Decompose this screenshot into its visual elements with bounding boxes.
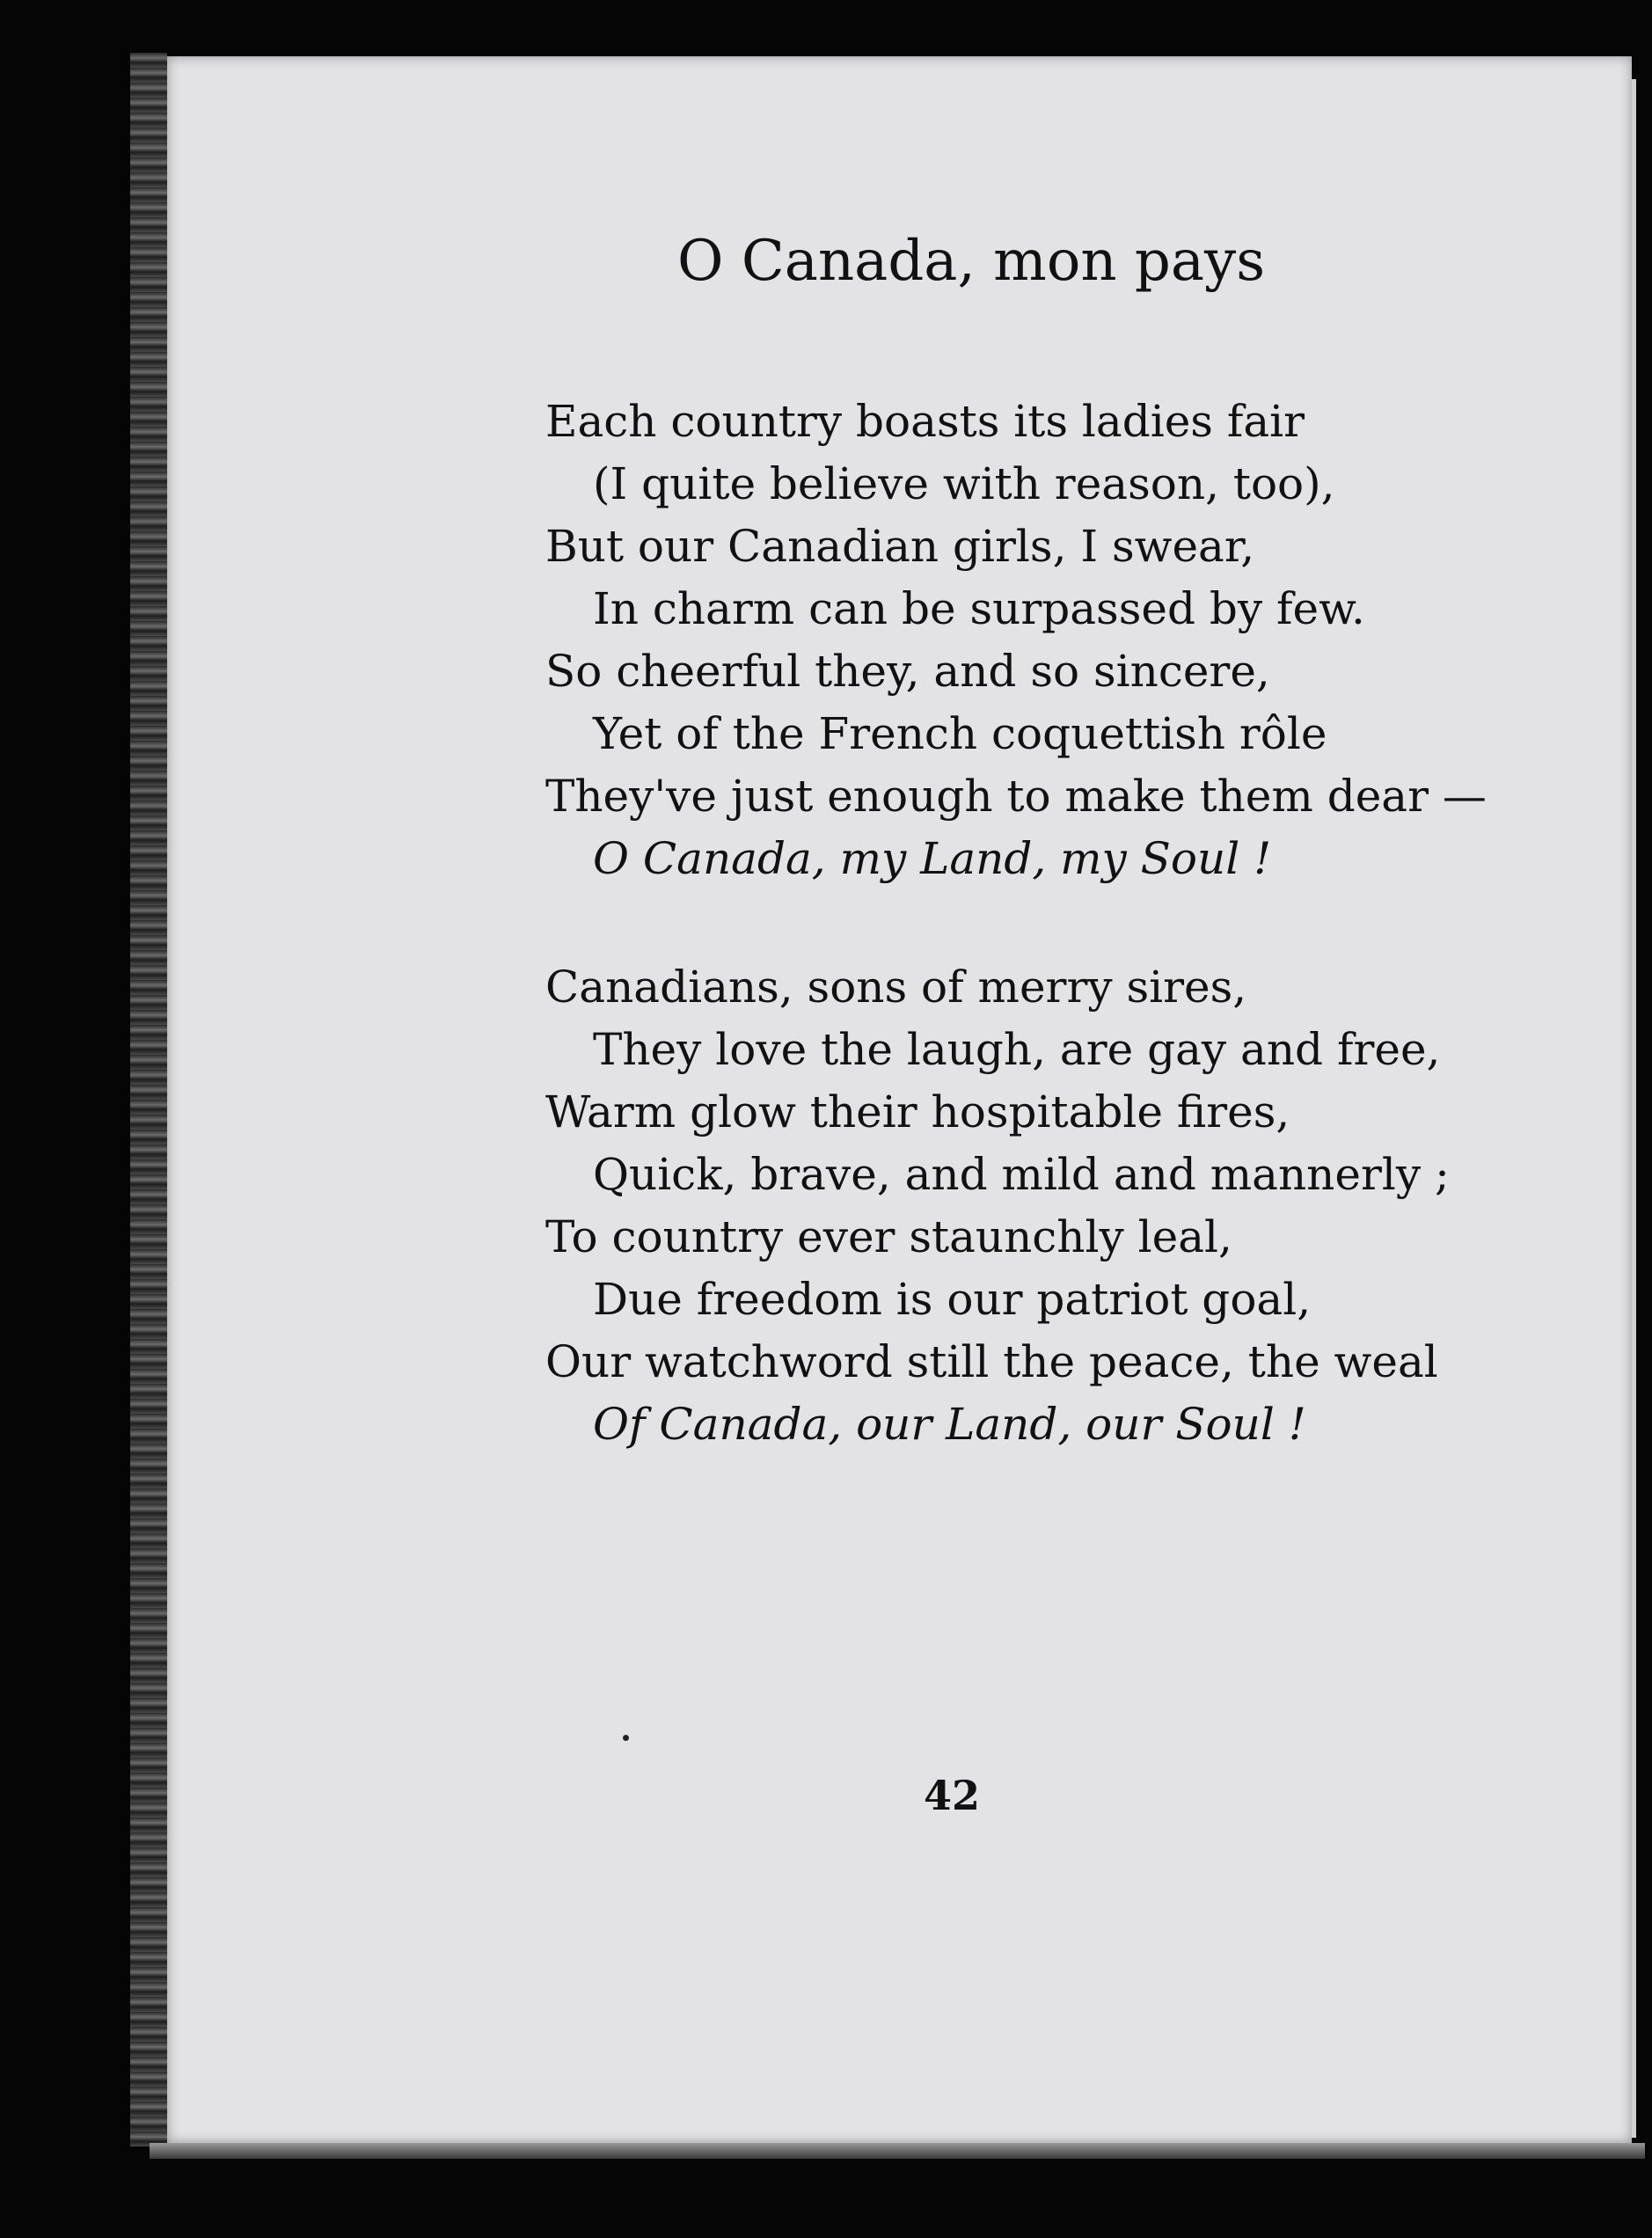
stanza-1 bbox=[545, 391, 1487, 890]
stanza-2 bbox=[545, 956, 1450, 1456]
page-edge bbox=[1632, 79, 1636, 2138]
poem-refrain: Of Canada, our Land, our Soul ! bbox=[593, 1399, 1306, 1450]
poem-line: (I quite believe with reason, too), bbox=[593, 458, 1335, 509]
poem-line: But our Canadian girls, I swear, bbox=[545, 521, 1255, 572]
poem-line: Due freedom is our patriot goal, bbox=[593, 1274, 1312, 1325]
book-page bbox=[167, 56, 1632, 2143]
poem-line: Yet of the French coquettish rôle bbox=[593, 708, 1327, 759]
page-number: 42 bbox=[924, 1772, 981, 1819]
poem-refrain: O Canada, my Land, my Soul ! bbox=[593, 833, 1272, 884]
poem-line: Canadians, sons of merry sires, bbox=[545, 962, 1247, 1013]
poem-line: Our watchword still the peace, the weal bbox=[545, 1336, 1438, 1387]
poem-line: So cheerful they, and so sincere, bbox=[545, 646, 1270, 697]
book-binding bbox=[130, 53, 167, 2147]
poem-line: In charm can be surpassed by few. bbox=[593, 583, 1365, 634]
ink-speck bbox=[623, 1735, 629, 1741]
poem-line: Each country boasts its ladies fair bbox=[545, 396, 1305, 447]
poem-line: To country ever staunchly leal, bbox=[545, 1211, 1232, 1262]
poem-line: They've just enough to make them dear — bbox=[545, 771, 1487, 822]
poem-title: O Canada, mon pays bbox=[677, 229, 1266, 294]
poem-line: Quick, brave, and mild and mannerly ; bbox=[593, 1149, 1450, 1200]
poem-line: Warm glow their hospitable fires, bbox=[545, 1086, 1290, 1137]
page-bottom-edge bbox=[150, 2143, 1645, 2159]
poem-line: They love the laugh, are gay and free, bbox=[593, 1024, 1441, 1075]
